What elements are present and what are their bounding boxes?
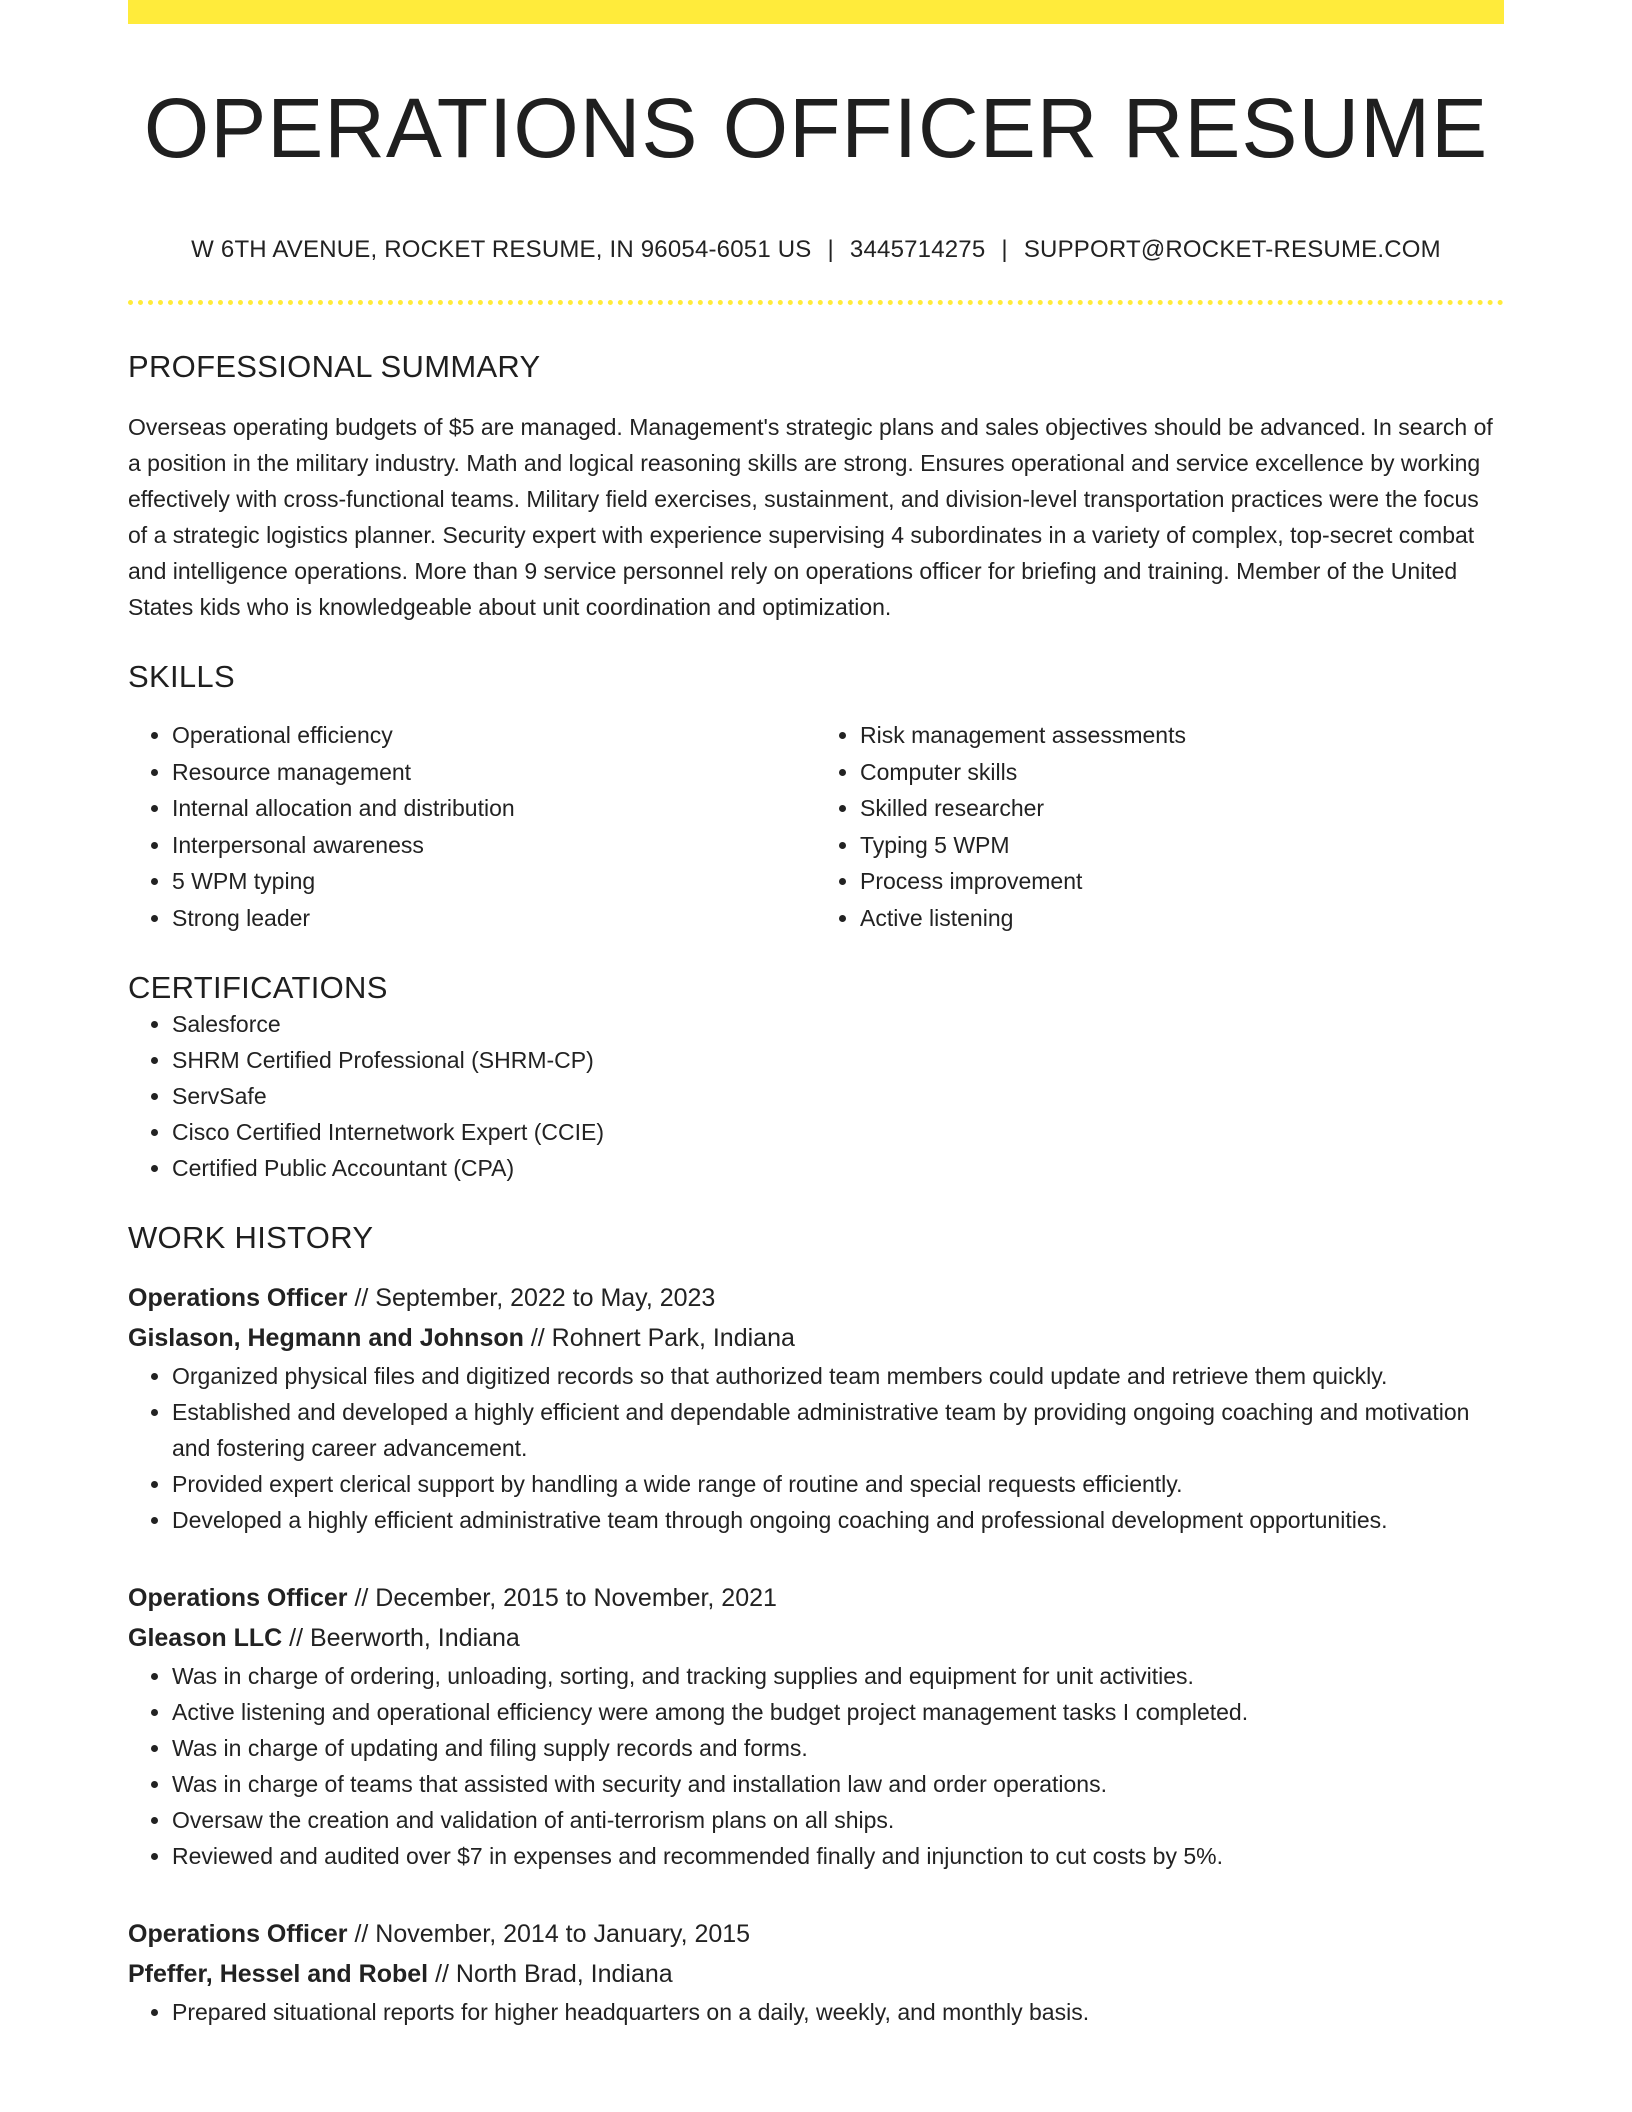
job-title: Operations Officer [128, 1920, 348, 1949]
skill-item: • Strong leader [172, 900, 816, 937]
job-company: Gislason, Hegmann and Johnson [128, 1324, 524, 1353]
skill-item: • Interpersonal awareness [172, 827, 816, 864]
certification-item: • ServSafe [172, 1078, 1504, 1114]
contact-phone[interactable]: 3445714275 [849, 236, 986, 264]
job-entry [128, 1578, 1504, 1874]
certifications-list [128, 1006, 1504, 1186]
skill-item: • Operational efficiency [172, 717, 816, 754]
skill-item: • Skilled researcher [860, 790, 1504, 827]
certification-item: • Salesforce [172, 1006, 1504, 1042]
contact-line [128, 236, 1504, 264]
skill-item: • 5 WPM typing [172, 863, 816, 900]
job-bullet: • Was in charge of updating and filing supply records and forms. [172, 1730, 1504, 1766]
skill-item: • Internal allocation and distribution [172, 790, 816, 827]
job-bullet: • Prepared situational reports for higher headquarters on a daily, weekly, and monthly basis. [172, 1994, 1504, 2030]
summary-text: Overseas operating budgets of $5 are managed. Management's strategic plans and sales objectives should be advanced. In search of a position in the military industry. Math and logical reasoning skills are strong. Ensures operational and service excellence by working effectively with cross-functional teams. Military field exercises, sustainment, and division-level transportation practices were the focus of a strategic logistics planner. Security expert with experience supervising 4 subordinates in a variety of complex, top-secret combat and intelligence operations. More than 9 service personnel rely on operations officer for briefing and training. Member of the United States kids who is knowledgeable about unit coordination and optimization. [128, 414, 1493, 621]
job-company: Pfeffer, Hessel and Robel [128, 1960, 429, 1989]
job-company-line [128, 1618, 1504, 1658]
job-location: // Rohnert Park, Indiana [530, 1324, 795, 1353]
job-bullet-list [128, 1994, 1504, 2030]
job-dates: // September, 2022 to May, 2023 [354, 1284, 716, 1313]
skill-item: • Active listening [860, 900, 1504, 937]
skill-item: • Risk management assessments [860, 717, 1504, 754]
certifications-heading: CERTIFICATIONS [128, 970, 388, 1006]
work-history-heading: WORK HISTORY [128, 1220, 374, 1256]
contact-separator: | [827, 236, 834, 264]
job-bullet: • Provided expert clerical support by handling a wide range of routine and special requests efficiently. [172, 1466, 1504, 1502]
accent-top-bar [128, 0, 1504, 24]
job-bullet: • Developed a highly efficient administrative team through ongoing coaching and professional development opportunities. [172, 1502, 1504, 1538]
job-bullet-list [128, 1658, 1504, 1874]
job-company: Gleason LLC [128, 1624, 283, 1653]
summary-heading: PROFESSIONAL SUMMARY [128, 349, 541, 385]
resume-title: OPERATIONS OFFICER RESUME [143, 81, 1489, 175]
contact-address: W 6TH AVENUE, ROCKET RESUME, IN 96054-6051 US [191, 236, 812, 264]
skill-item: • Resource management [172, 754, 816, 791]
dotted-divider [128, 300, 1504, 305]
job-title: Operations Officer [128, 1584, 348, 1613]
job-location: // Beerworth, Indiana [289, 1624, 520, 1653]
skill-item: • Computer skills [860, 754, 1504, 791]
job-bullet: • Was in charge of ordering, unloading, sorting, and tracking supplies and equipment for unit activities. [172, 1658, 1504, 1694]
resume-page [128, 0, 1504, 2112]
job-company-line [128, 1318, 1504, 1358]
certification-item: • Cisco Certified Internetwork Expert (CCIE) [172, 1114, 1504, 1150]
job-bullet-list [128, 1358, 1504, 1538]
job-bullet: • Organized physical files and digitized records so that authorized team members could update and retrieve them quickly. [172, 1358, 1504, 1394]
skills-list-left [128, 717, 816, 936]
job-title: Operations Officer [128, 1284, 348, 1313]
contact-separator: | [1001, 236, 1008, 264]
job-entry [128, 1278, 1504, 1538]
job-bullet: • Active listening and operational efficiency were among the budget project management tasks I completed. [172, 1694, 1504, 1730]
job-bullet: • Reviewed and audited over $7 in expenses and recommended finally and injunction to cut costs by 5%. [172, 1838, 1504, 1874]
job-title-line [128, 1914, 1504, 1954]
certification-item: • Certified Public Accountant (CPA) [172, 1150, 1504, 1186]
job-bullet: • Was in charge of teams that assisted with security and installation law and order operations. [172, 1766, 1504, 1802]
job-company-line [128, 1954, 1504, 1994]
job-bullet: • Oversaw the creation and validation of anti-terrorism plans on all ships. [172, 1802, 1504, 1838]
skill-item: • Process improvement [860, 863, 1504, 900]
contact-email[interactable]: SUPPORT@ROCKET-RESUME.COM [1023, 236, 1441, 264]
skills-list-right [816, 717, 1504, 936]
job-dates: // November, 2014 to January, 2015 [354, 1920, 751, 1949]
skills-heading: SKILLS [128, 659, 235, 695]
job-bullet: • Established and developed a highly efficient and dependable administrative team by providing ongoing coaching and motivation and fostering career advancement. [172, 1394, 1504, 1466]
certification-item: • SHRM Certified Professional (SHRM-CP) [172, 1042, 1504, 1078]
job-title-line [128, 1278, 1504, 1318]
job-title-line [128, 1578, 1504, 1618]
job-dates: // December, 2015 to November, 2021 [354, 1584, 777, 1613]
skill-item: • Typing 5 WPM [860, 827, 1504, 864]
job-location: // North Brad, Indiana [435, 1960, 673, 1989]
skills-columns [128, 717, 1504, 936]
job-entry [128, 1914, 1504, 2030]
